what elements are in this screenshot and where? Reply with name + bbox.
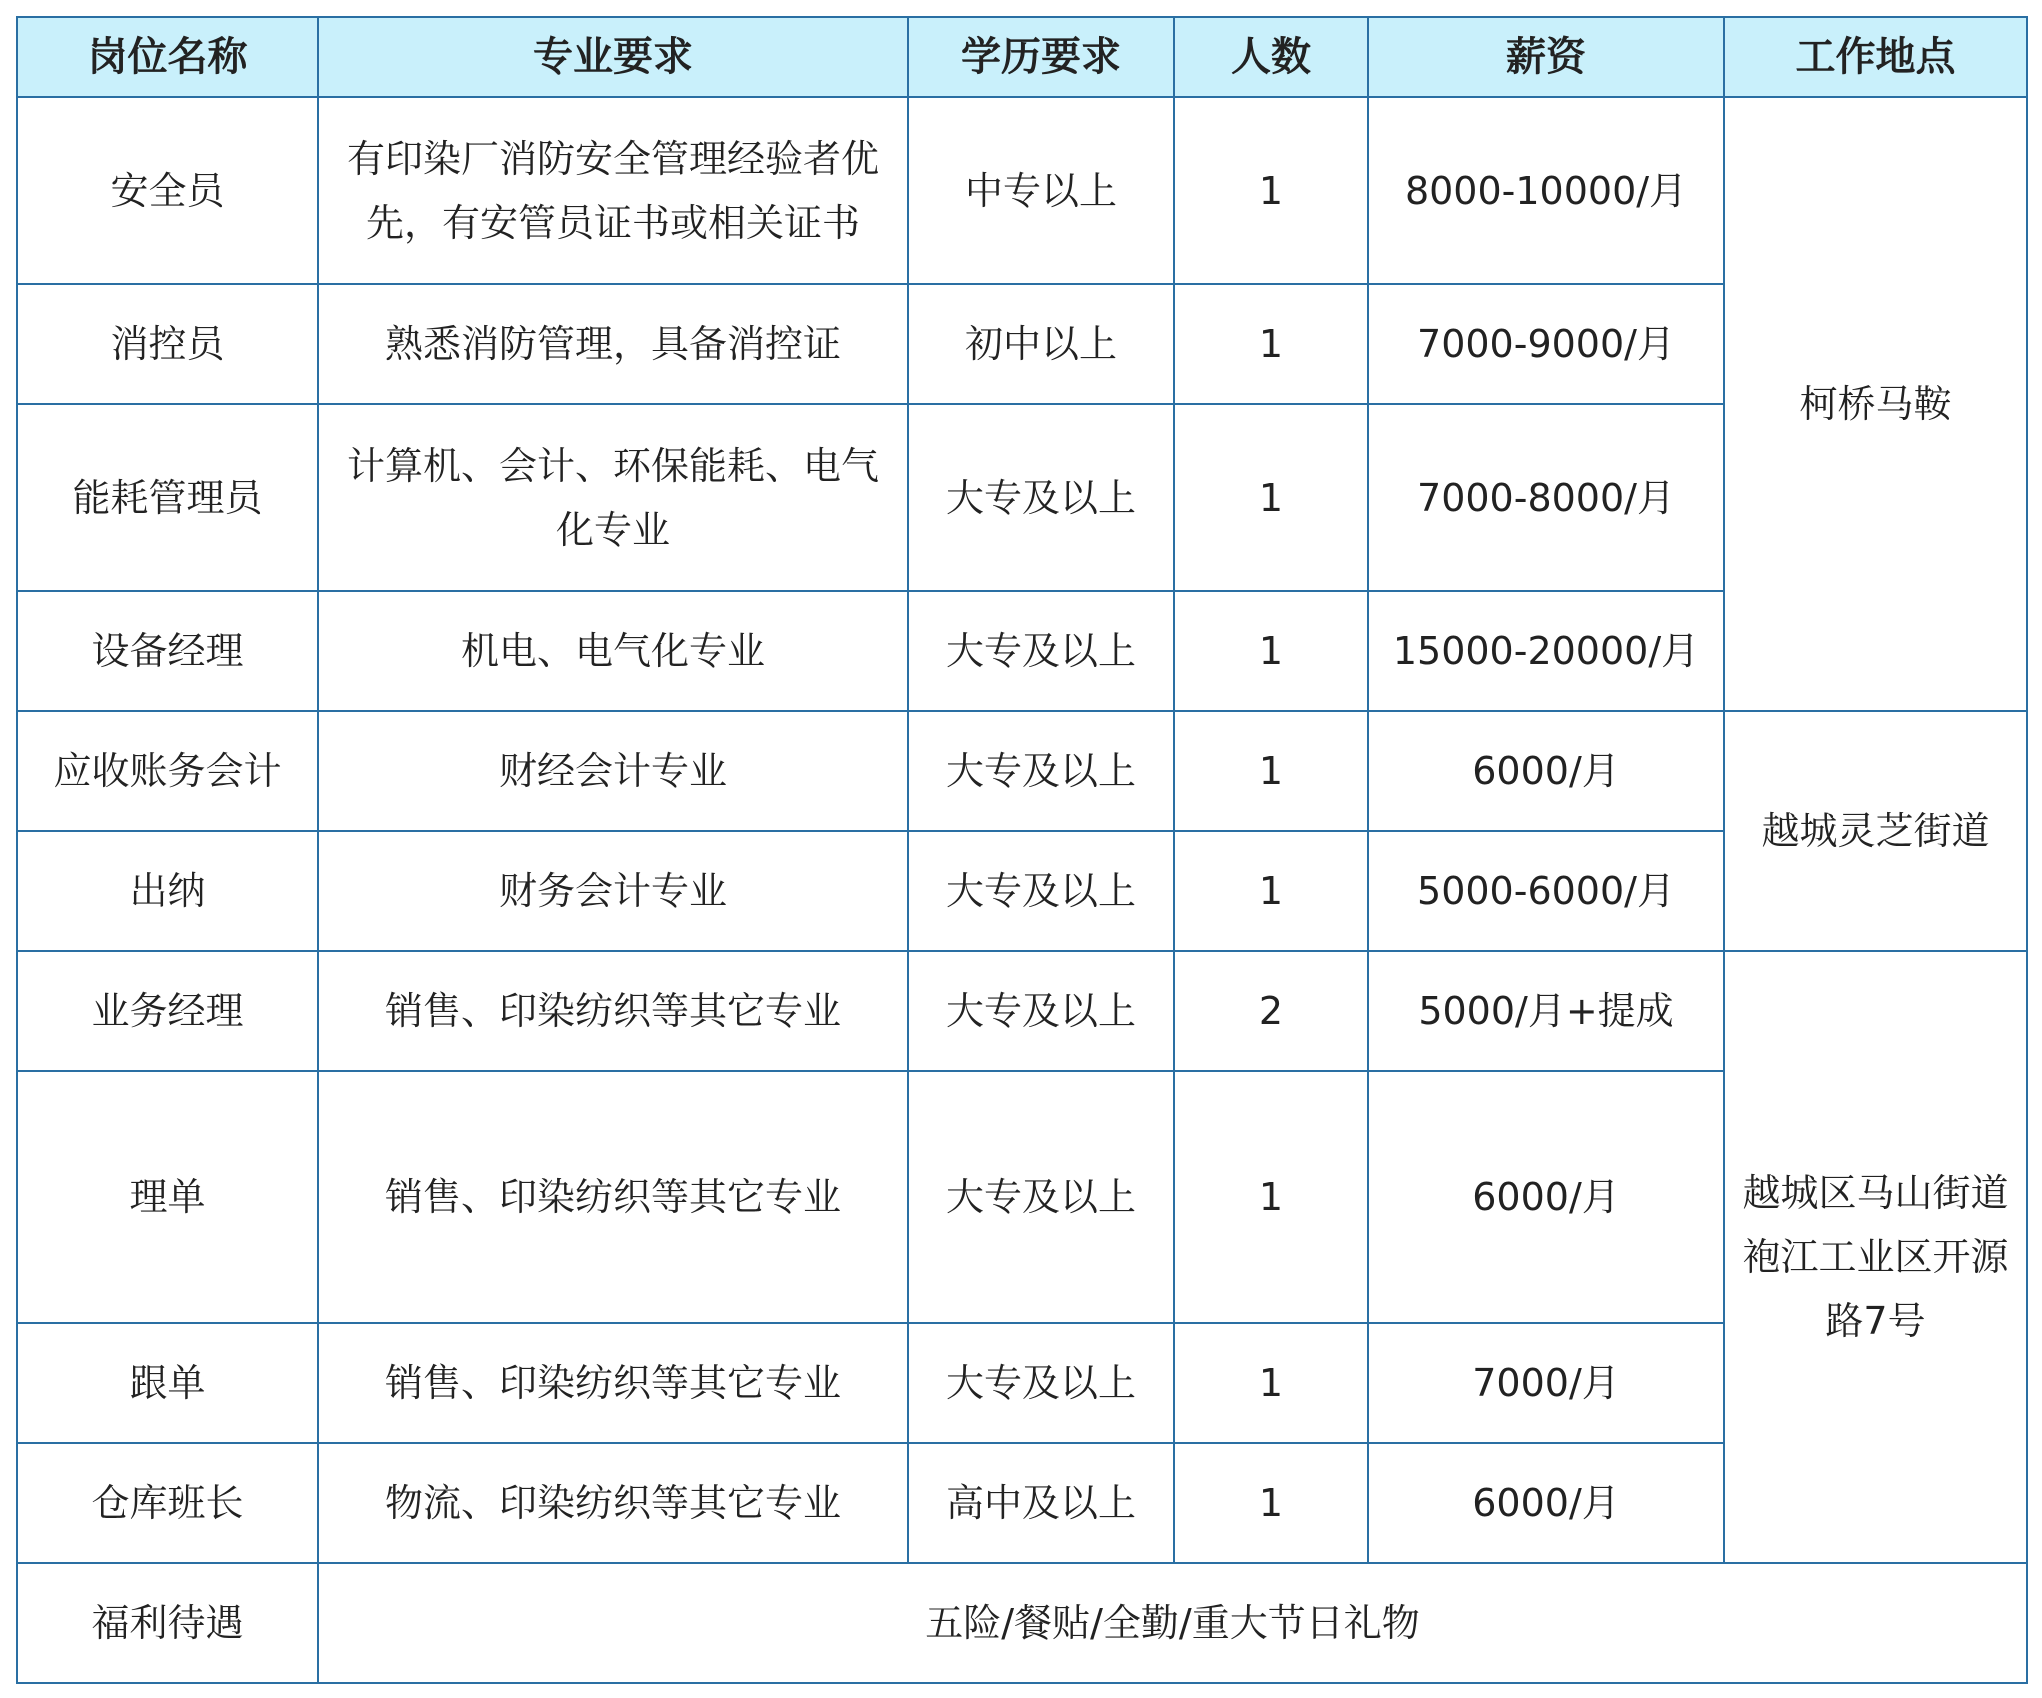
cell-salary: 15000-20000/月 [1368, 591, 1724, 711]
cell-position: 能耗管理员 [17, 404, 318, 591]
cell-education: 大专及以上 [908, 1071, 1174, 1323]
cell-salary: 5000-6000/月 [1368, 831, 1724, 951]
cell-salary: 7000-8000/月 [1368, 404, 1724, 591]
cell-education: 大专及以上 [908, 591, 1174, 711]
header-major: 专业要求 [318, 17, 908, 97]
job-listing-table [16, 16, 2028, 1684]
header-row [17, 17, 2027, 97]
cell-education: 中专以上 [908, 97, 1174, 284]
header-location: 工作地点 [1724, 17, 2027, 97]
cell-position: 仓库班长 [17, 1443, 318, 1563]
welfare-label: 福利待遇 [17, 1563, 318, 1683]
cell-salary: 7000/月 [1368, 1323, 1724, 1443]
cell-position: 设备经理 [17, 591, 318, 711]
cell-position: 应收账务会计 [17, 711, 318, 831]
cell-count: 1 [1174, 284, 1368, 404]
cell-count: 1 [1174, 1071, 1368, 1323]
cell-major: 销售、印染纺织等其它专业 [318, 1071, 908, 1323]
cell-count: 1 [1174, 97, 1368, 284]
cell-major: 财务会计专业 [318, 831, 908, 951]
header-count: 人数 [1174, 17, 1368, 97]
cell-count: 1 [1174, 591, 1368, 711]
cell-salary: 7000-9000/月 [1368, 284, 1724, 404]
cell-education: 大专及以上 [908, 711, 1174, 831]
cell-position: 出纳 [17, 831, 318, 951]
cell-position: 安全员 [17, 97, 318, 284]
header-education: 学历要求 [908, 17, 1174, 97]
cell-count: 1 [1174, 1323, 1368, 1443]
cell-education: 大专及以上 [908, 831, 1174, 951]
cell-major: 计算机、会计、环保能耗、电气化专业 [318, 404, 908, 591]
cell-count: 1 [1174, 831, 1368, 951]
cell-location: 越城灵芝街道 [1724, 711, 2027, 951]
cell-count: 1 [1174, 711, 1368, 831]
cell-major: 物流、印染纺织等其它专业 [318, 1443, 908, 1563]
cell-major: 熟悉消防管理，具备消控证 [318, 284, 908, 404]
cell-position: 业务经理 [17, 951, 318, 1071]
cell-major: 有印染厂消防安全管理经验者优先，有安管员证书或相关证书 [318, 97, 908, 284]
cell-education: 初中以上 [908, 284, 1174, 404]
welfare-value: 五险/餐贴/全勤/重大节日礼物 [318, 1563, 2027, 1683]
cell-salary: 6000/月 [1368, 1443, 1724, 1563]
header-salary: 薪资 [1368, 17, 1724, 97]
cell-location: 柯桥马鞍 [1724, 97, 2027, 711]
cell-education: 大专及以上 [908, 1323, 1174, 1443]
cell-position: 跟单 [17, 1323, 318, 1443]
cell-major: 销售、印染纺织等其它专业 [318, 951, 908, 1071]
cell-education: 大专及以上 [908, 951, 1174, 1071]
cell-education: 大专及以上 [908, 404, 1174, 591]
cell-major: 销售、印染纺织等其它专业 [318, 1323, 908, 1443]
header-position: 岗位名称 [17, 17, 318, 97]
cell-count: 1 [1174, 404, 1368, 591]
cell-position: 理单 [17, 1071, 318, 1323]
cell-count: 1 [1174, 1443, 1368, 1563]
cell-location: 越城区马山街道袍江工业区开源路7号 [1724, 951, 2027, 1563]
cell-major: 机电、电气化专业 [318, 591, 908, 711]
welfare-row [17, 1563, 2027, 1683]
cell-count: 2 [1174, 951, 1368, 1071]
table-row [17, 951, 2027, 1071]
table-row [17, 711, 2027, 831]
cell-education: 高中及以上 [908, 1443, 1174, 1563]
cell-salary: 8000-10000/月 [1368, 97, 1724, 284]
cell-salary: 6000/月 [1368, 711, 1724, 831]
cell-salary: 5000/月+提成 [1368, 951, 1724, 1071]
cell-major: 财经会计专业 [318, 711, 908, 831]
table-row [17, 97, 2027, 284]
cell-salary: 6000/月 [1368, 1071, 1724, 1323]
cell-position: 消控员 [17, 284, 318, 404]
